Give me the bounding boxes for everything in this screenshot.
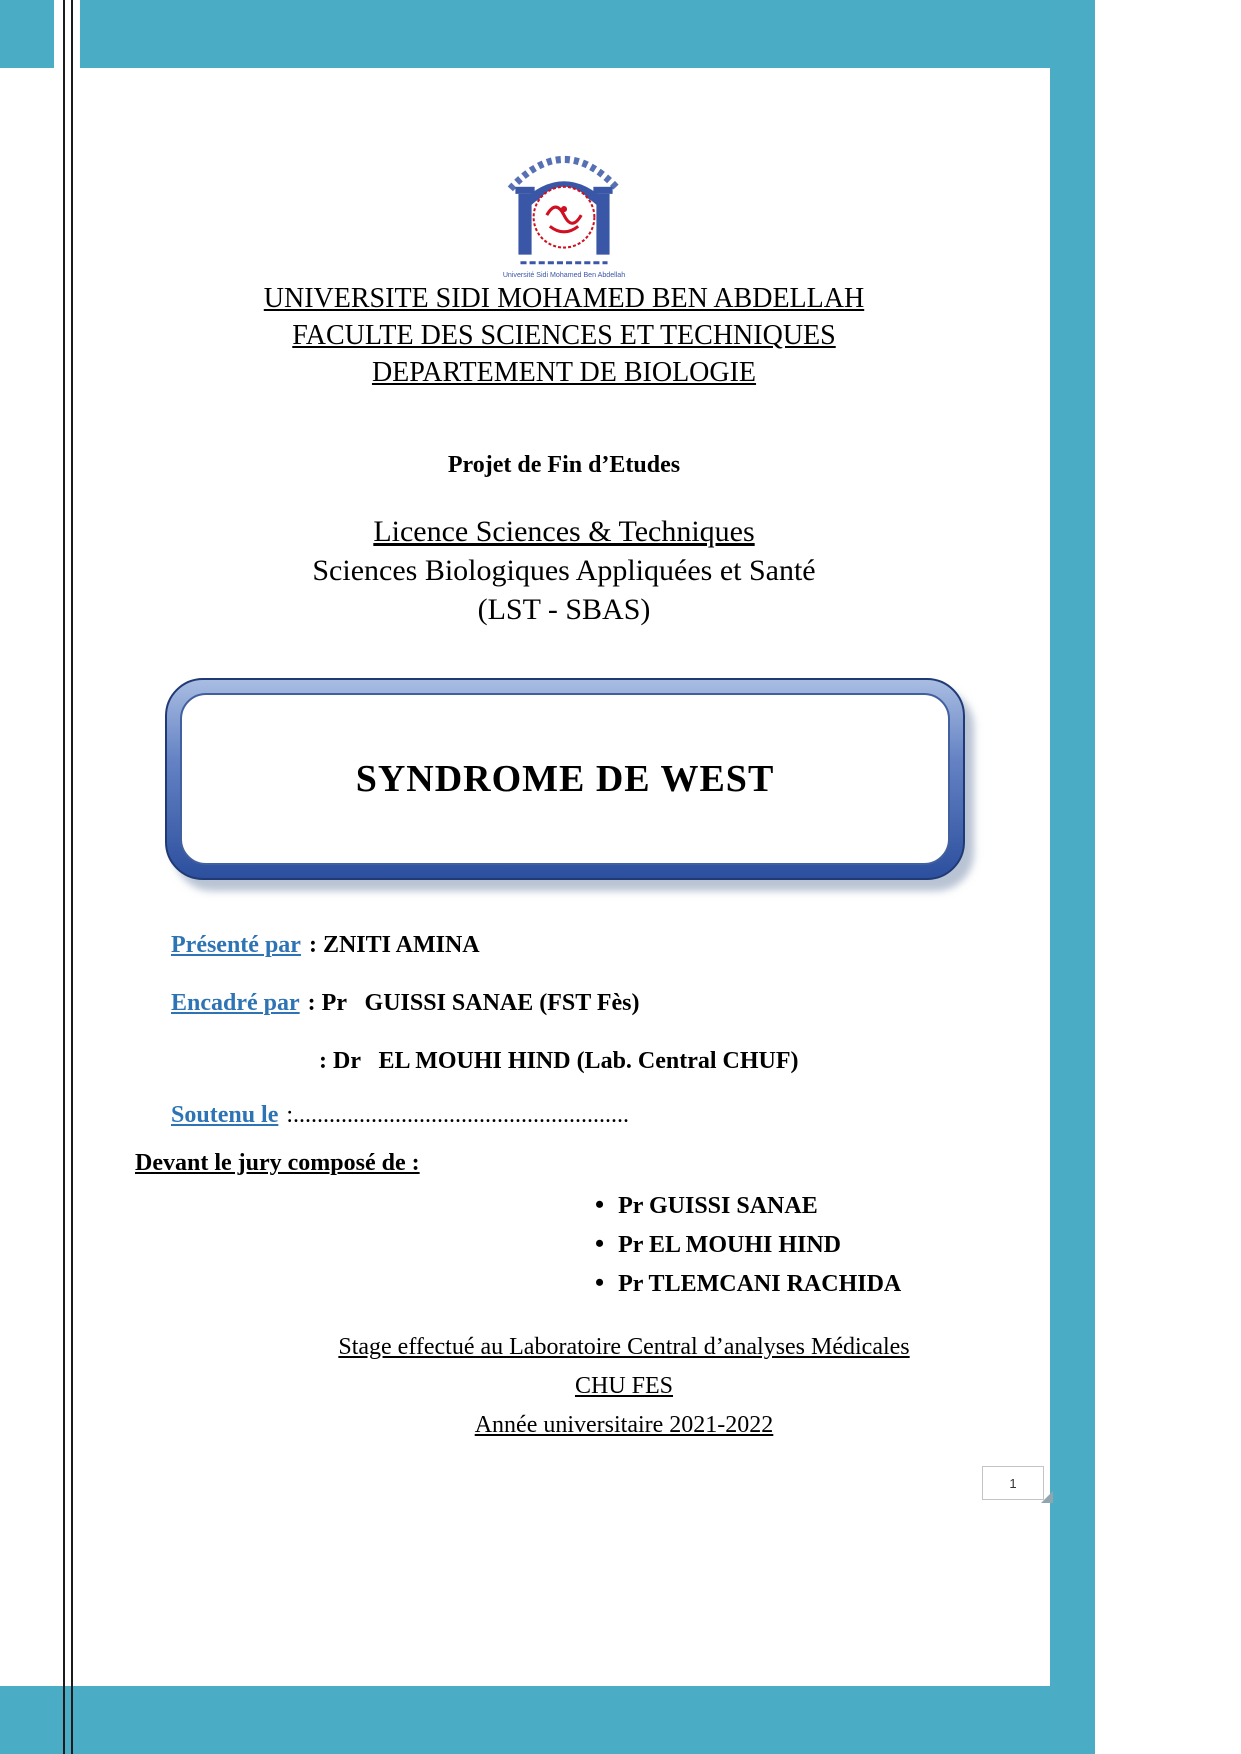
logo-caption: Université Sidi Mohamed Ben Abdellah — [502, 270, 626, 279]
defended-on-row — [135, 1075, 629, 1156]
page-content — [78, 0, 1050, 1754]
presented-by-value: : ZNITI AMINA — [308, 932, 480, 958]
bullet-icon: • — [595, 1268, 605, 1297]
degree-line-1: Licence Sciences & Techniques — [373, 515, 755, 548]
internship-footer — [198, 1328, 1050, 1445]
bullet-icon: • — [595, 1190, 605, 1219]
logo-medallion-dot — [561, 206, 567, 212]
logo-container — [78, 122, 1050, 284]
institution-header — [78, 280, 1050, 391]
logo-right-capital — [593, 187, 612, 194]
right-border-band — [1050, 0, 1095, 1754]
left-double-rule-outer — [63, 0, 65, 1754]
page-fold-icon — [1041, 1491, 1053, 1503]
jury-member-row — [595, 1225, 901, 1264]
supervised-by-label: Encadré par — [171, 990, 300, 1016]
title-box — [165, 678, 965, 880]
jury-member-row — [595, 1264, 901, 1303]
hospital-name: CHU FES — [574, 1373, 674, 1399]
title-box-inner — [180, 693, 950, 865]
jury-heading: Devant le jury composé de : — [135, 1150, 420, 1176]
department-name: DEPARTEMENT DE BIOLOGIE — [371, 357, 757, 388]
supervisor-2-value: : Dr EL MOUHI HIND (Lab. Central CHUF) — [319, 1048, 799, 1074]
academic-year: Année universitaire 2021-2022 — [474, 1412, 774, 1438]
jury-member-row — [595, 1186, 901, 1225]
internship-location: Stage effectué au Laboratoire Central d’analyses Médicales — [338, 1334, 910, 1360]
degree-block — [78, 512, 1050, 629]
degree-line-3: (LST - SBAS) — [477, 593, 651, 626]
page-number: 1 — [1009, 1475, 1017, 1491]
faculty-name: FACULTE DES SCIENCES ET TECHNIQUES — [292, 320, 836, 351]
logo-left-capital — [515, 187, 534, 194]
jury-member-name: Pr GUISSI SANAE — [618, 1193, 818, 1219]
bullet-icon: • — [595, 1229, 605, 1258]
university-name: UNIVERSITE SIDI MOHAMED BEN ABDELLAH — [263, 283, 865, 314]
page-number-field — [982, 1466, 1044, 1500]
left-double-rule-inner — [71, 0, 73, 1754]
presented-by-label: Présenté par — [171, 932, 301, 958]
project-kicker: Projet de Fin d’Etudes — [447, 452, 681, 478]
jury-member-name: Pr EL MOUHI HIND — [618, 1232, 842, 1258]
university-logo — [488, 122, 640, 284]
document-title: SYNDROME DE WEST — [355, 758, 775, 800]
defended-on-label: Soutenu le — [171, 1102, 279, 1128]
top-border-gap — [54, 0, 80, 68]
degree-line-2: Sciences Biologiques Appliquées et Santé — [312, 554, 816, 587]
defended-on-dotted-line: :........................................................ — [286, 1102, 630, 1128]
jury-list — [595, 1186, 901, 1303]
supervisor-1-value: : Pr GUISSI SANAE (FST Fès) — [307, 990, 640, 1016]
jury-member-name: Pr TLEMCANI RACHIDA — [618, 1271, 902, 1297]
